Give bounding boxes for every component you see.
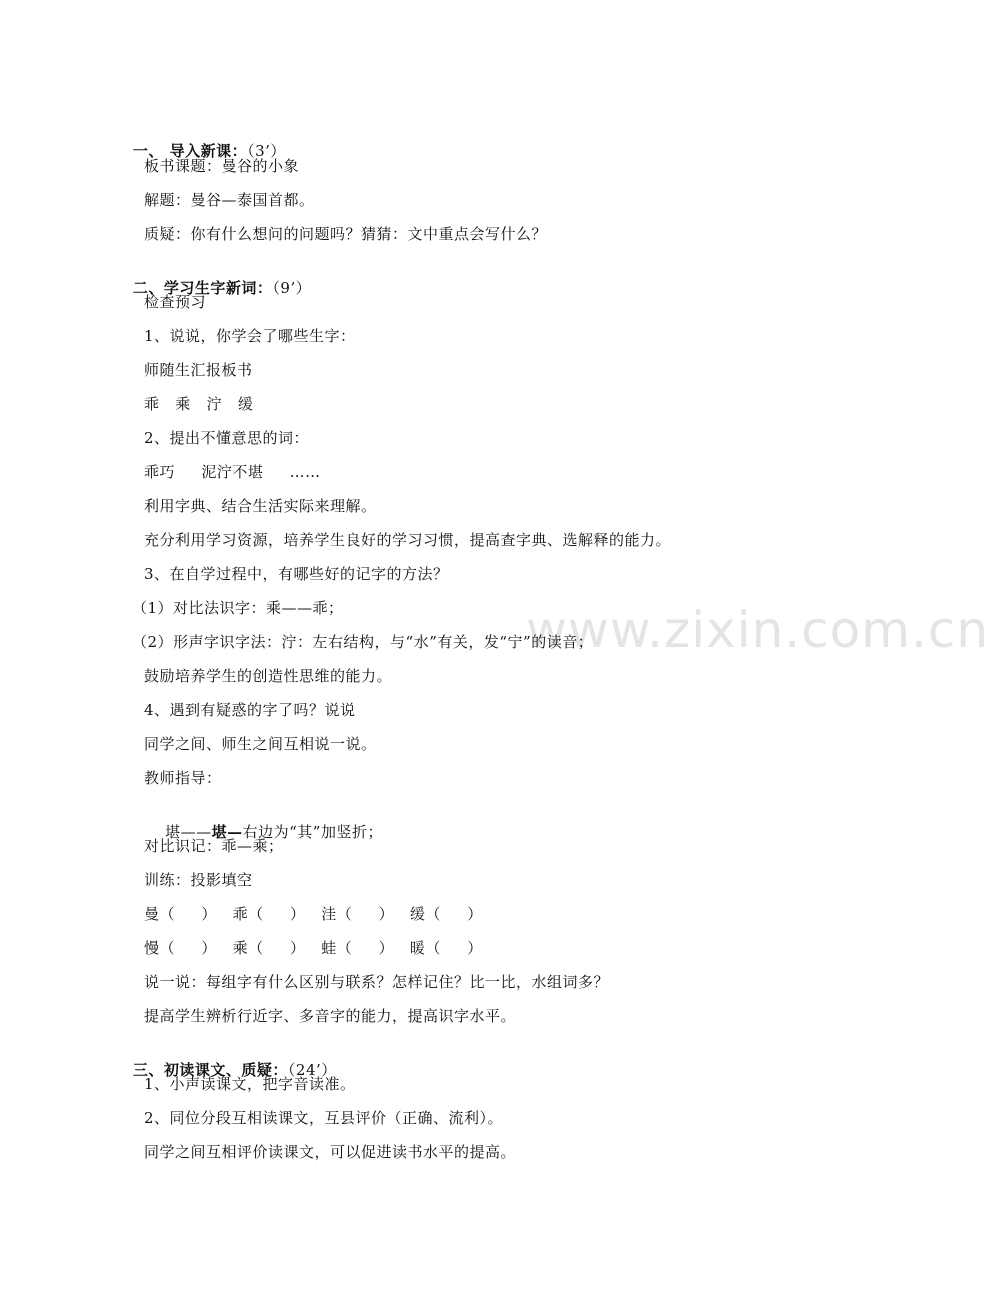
- text-line: 说一说：每组字有什么区别与联系？怎样记住？比一比，水组词多？: [144, 973, 610, 991]
- watermark: www.zixin.com.cn: [526, 601, 989, 659]
- text-line: 1、小声读课文，把字音读准。: [144, 1075, 356, 1093]
- text-line: 同学之间、师生之间互相说一说。: [144, 735, 377, 753]
- text-line: 2、同位分段互相读课文，互县评价（正确、流利）。: [144, 1109, 504, 1127]
- section-title: 一、 导入新课：: [132, 142, 248, 160]
- section-time: （3’）: [247, 142, 286, 160]
- bold-fragment: 堪—: [211, 823, 243, 841]
- text-line: 板书课题：曼谷的小象: [144, 157, 300, 175]
- text-line: 1、说说，你学会了哪些生字：: [144, 327, 356, 345]
- text-line: 充分利用学习资源，培养学生良好的学习习惯，提高查字典、选解释的能力。: [144, 531, 672, 549]
- text-line: （2）形声字识字法：泞：左右结构，与“水”有关，发“宁”的读音；: [132, 633, 594, 651]
- text-line: 训练：投影填空: [144, 871, 253, 889]
- text-line: 慢（ ） 乘（ ） 蛙（ ） 暖（ ）: [144, 939, 483, 957]
- text-line: 对比识记：乖—乘；: [144, 837, 284, 855]
- text-line: 质疑：你有什么想问的问题吗？猜猜：文中重点会写什么？: [144, 225, 548, 243]
- text-line: 提高学生辨析行近字、多音字的能力，提高识字水平。: [144, 1007, 517, 1025]
- text-line: 鼓励培养学生的创造性思维的能力。: [144, 667, 393, 685]
- section-heading-2: [110, 258, 311, 318]
- section-time: （24’）: [287, 1061, 337, 1079]
- text-fragment: 堪——: [165, 823, 212, 841]
- text-line: 乖巧 泥泞不堪 ……: [144, 463, 321, 481]
- text-line: 师随生汇报板书: [144, 361, 253, 379]
- text-line: 利用字典、结合生活实际来理解。: [144, 497, 377, 515]
- section-time: （9’）: [272, 279, 312, 297]
- text-line: 4、遇到有疑惑的字了吗？说说: [144, 701, 356, 719]
- section-title: 二、学习生字新词：: [132, 279, 273, 297]
- text-line: 乖 乘 泞 缓: [144, 395, 254, 413]
- text-line: 解题：曼谷—泰国首都。: [144, 191, 315, 209]
- text-line: （1）对比法识字：乘——乖；: [132, 599, 344, 617]
- text-fragment: 右边为“其”加竖折；: [242, 823, 383, 841]
- section-title: 三、初读课文、质疑：: [132, 1061, 288, 1079]
- text-line: 3、在自学过程中，有哪些好的记字的方法？: [144, 565, 449, 583]
- text-line: 曼（ ） 乖（ ） 洼（ ） 缓（ ）: [144, 905, 483, 923]
- text-line: 2、提出不懂意思的词：: [144, 429, 310, 447]
- text-line: 教师指导：: [144, 769, 222, 787]
- text-line: 检查预习: [144, 293, 207, 311]
- text-line: 同学之间互相评价读课文，可以促进读书水平的提高。: [144, 1143, 517, 1161]
